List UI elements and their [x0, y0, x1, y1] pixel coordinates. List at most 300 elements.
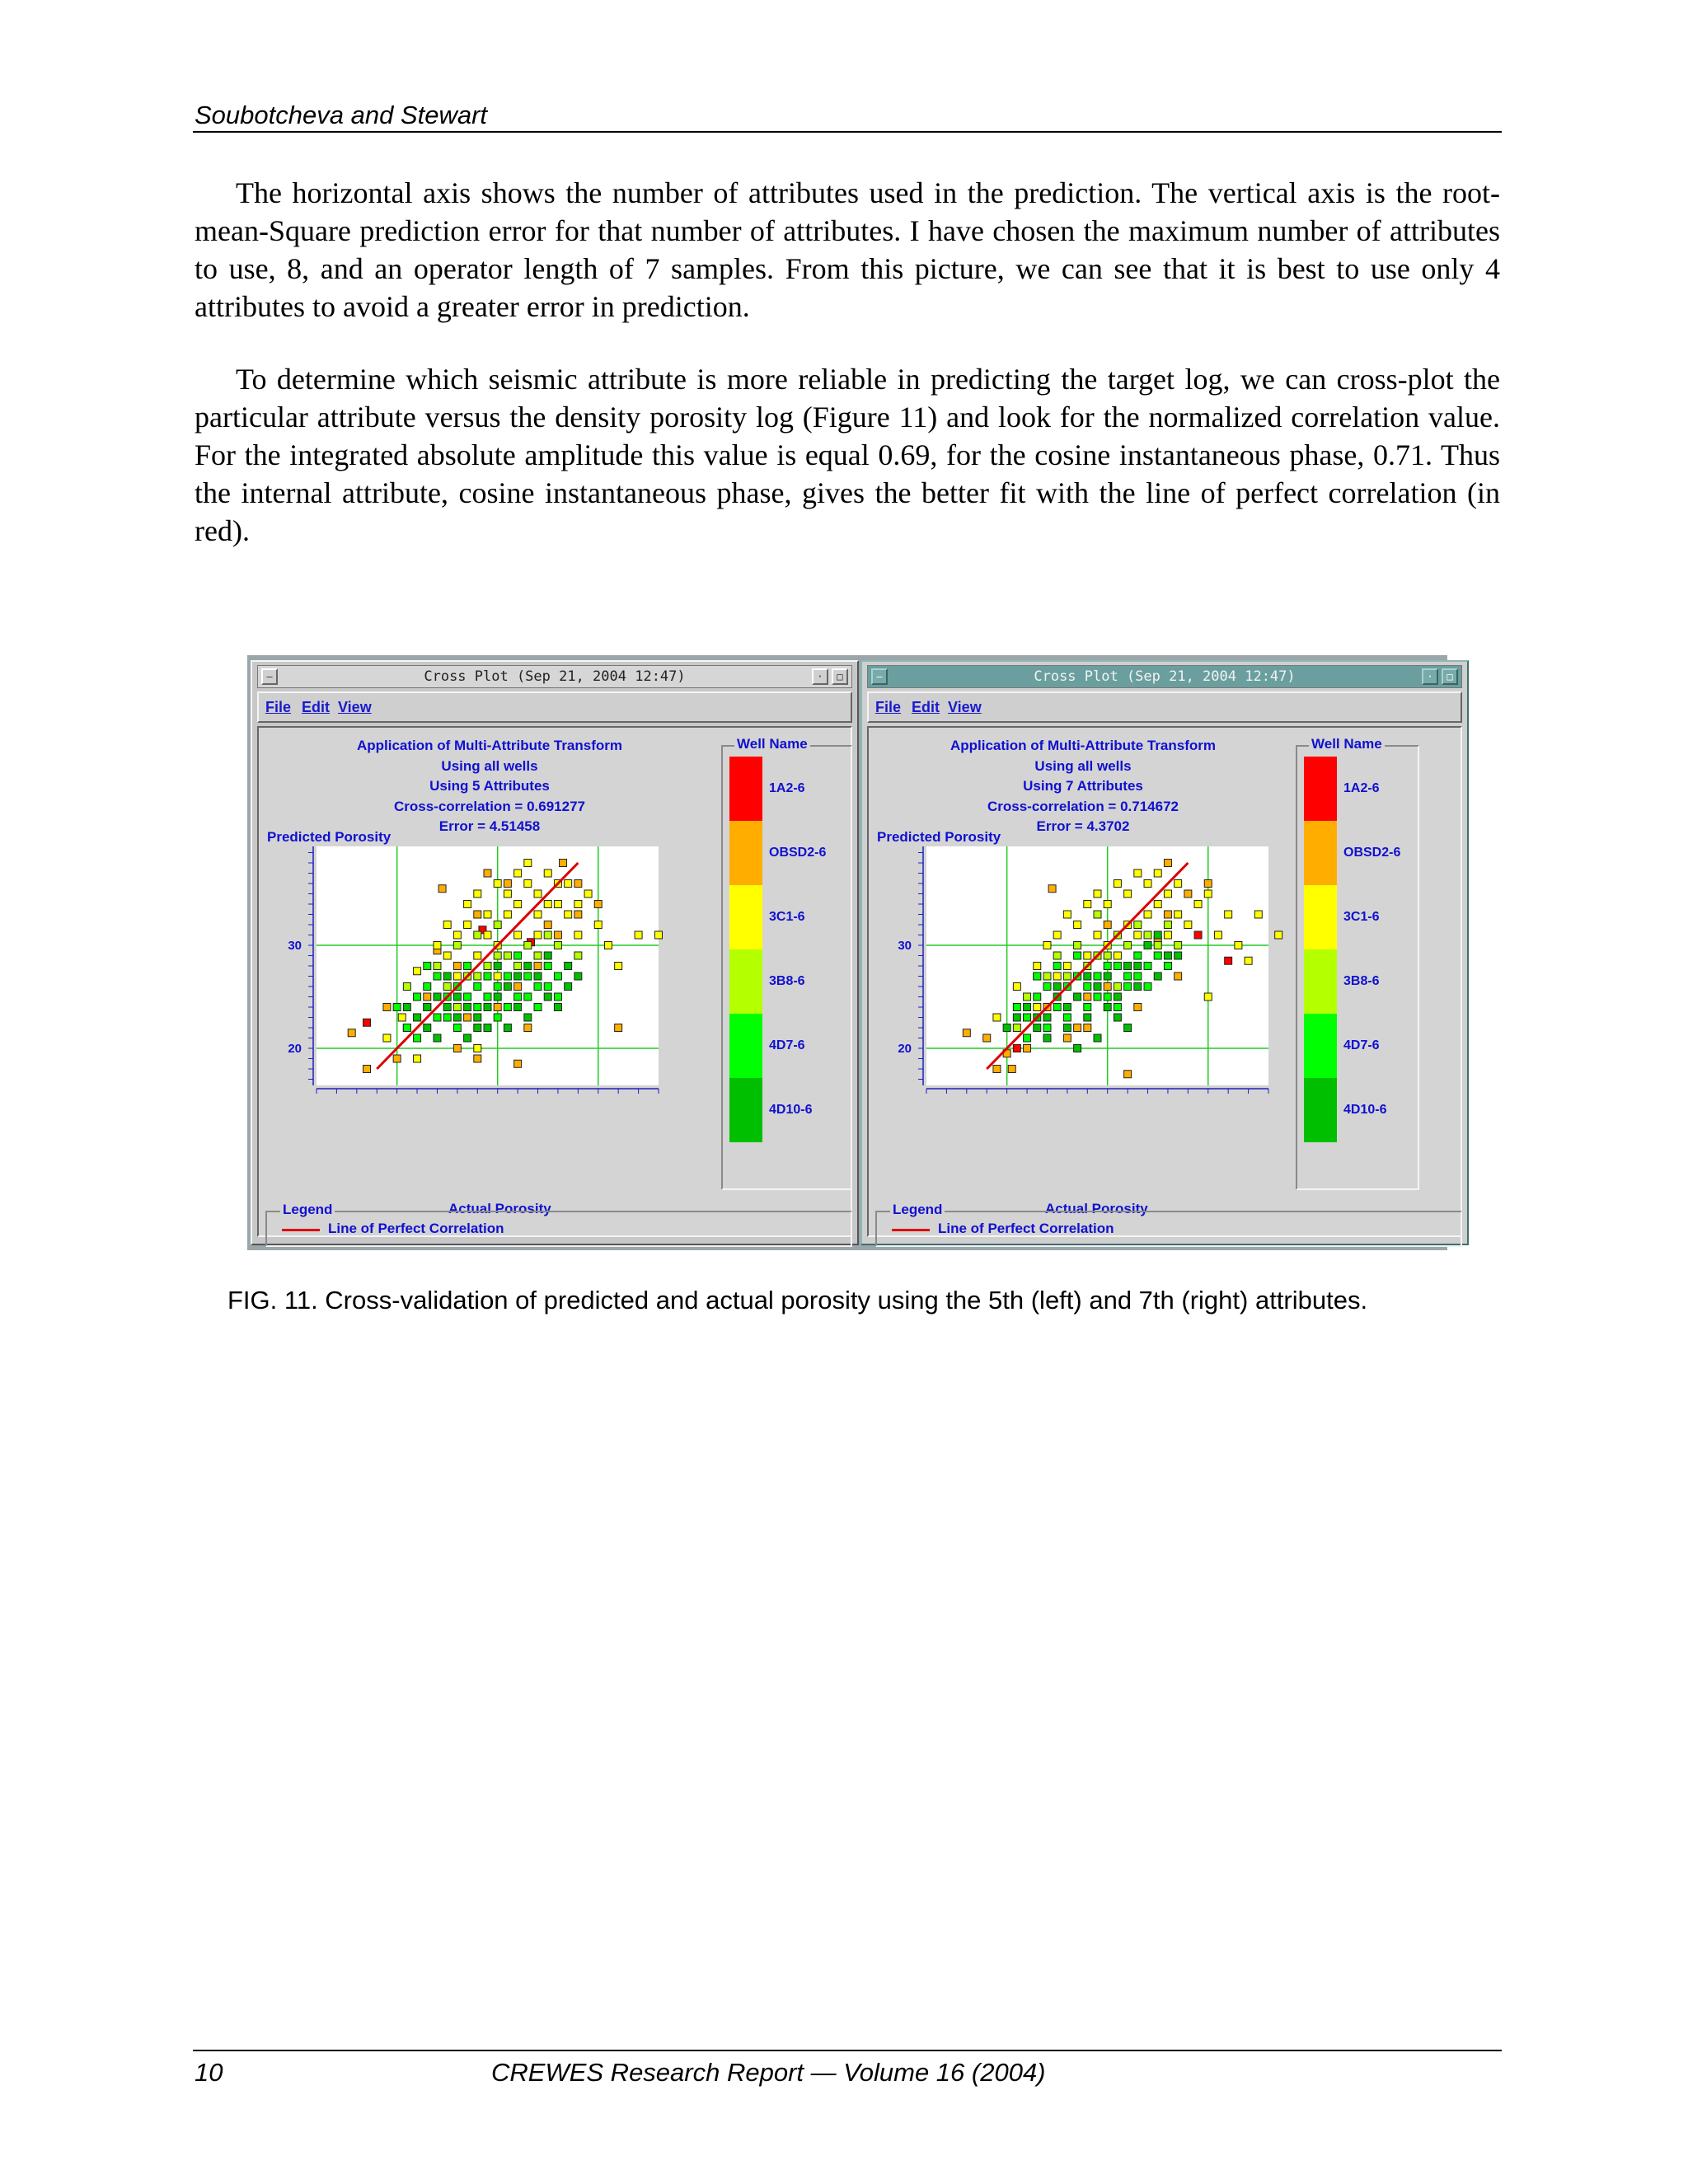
menu-bar — [867, 691, 1462, 723]
data-point — [554, 942, 561, 949]
data-point — [1084, 993, 1091, 1001]
data-point — [514, 983, 522, 991]
data-point — [554, 1004, 561, 1011]
data-point — [494, 993, 501, 1001]
menu-view[interactable] — [338, 699, 372, 716]
data-point — [474, 931, 481, 939]
data-point — [1043, 1024, 1051, 1032]
data-point — [464, 1004, 471, 1011]
data-point — [1043, 942, 1051, 949]
data-point — [474, 983, 481, 991]
data-point — [584, 890, 592, 898]
data-point — [434, 1034, 441, 1042]
data-point — [1013, 1024, 1020, 1032]
data-point — [453, 1045, 461, 1052]
data-point — [1144, 931, 1151, 939]
data-point — [604, 942, 612, 949]
data-point — [1094, 972, 1101, 980]
figure-caption: FIG. 11. Cross-validation of predicted and actual porosity using the 5th (left) and 7th (right) attributes. — [227, 1286, 1368, 1315]
data-point — [655, 931, 663, 939]
well-label: 1A2-6 — [769, 781, 805, 795]
data-point — [453, 1004, 461, 1011]
header-rule — [193, 131, 1502, 133]
data-point — [1144, 942, 1151, 949]
data-point — [1084, 1024, 1091, 1032]
cross-plot-window-left — [251, 660, 859, 1245]
legend-title: Legend — [890, 1202, 945, 1218]
data-point — [464, 1014, 471, 1021]
data-point — [1154, 952, 1161, 959]
well-swatch — [729, 885, 762, 949]
data-point — [1134, 921, 1142, 929]
menu-file[interactable] — [875, 699, 901, 716]
data-point — [1134, 869, 1142, 877]
data-point — [1254, 911, 1262, 918]
data-point — [1144, 911, 1151, 918]
data-point — [1063, 1034, 1071, 1042]
well-panel-title: Well Name — [734, 736, 810, 752]
window-titlebar[interactable] — [867, 665, 1462, 688]
well-swatch — [729, 757, 762, 821]
data-point — [494, 972, 501, 980]
well-label: 4D10-6 — [1343, 1103, 1387, 1117]
data-point — [504, 1024, 511, 1032]
plot-title-block — [935, 736, 1231, 837]
data-point — [1063, 911, 1071, 918]
data-point — [1084, 952, 1091, 959]
plot-content — [257, 726, 852, 1237]
cross-plot-window-right — [860, 660, 1469, 1245]
data-point — [1034, 993, 1041, 1001]
data-point — [514, 1060, 522, 1067]
data-point — [393, 1055, 401, 1062]
data-point — [554, 931, 561, 939]
data-point — [1008, 1066, 1015, 1073]
data-point — [1114, 1014, 1121, 1021]
data-point — [544, 869, 551, 877]
data-point — [1063, 1014, 1071, 1021]
data-point — [1114, 880, 1121, 888]
data-point — [1053, 963, 1061, 970]
data-point — [1094, 983, 1101, 991]
cross-correlation-value: Cross-correlation = 0.714672 — [987, 798, 1179, 814]
data-point — [363, 1019, 371, 1026]
well-swatch — [1304, 821, 1337, 885]
data-point — [504, 1004, 511, 1011]
plot-title-line: Application of Multi-Attribute Transform — [356, 738, 623, 753]
data-point — [1104, 901, 1111, 908]
data-point — [1194, 931, 1202, 939]
window-menu-icon[interactable]: — — [871, 668, 888, 685]
data-point — [1204, 890, 1212, 898]
data-point — [443, 972, 451, 980]
data-point — [560, 860, 567, 867]
data-point — [403, 1004, 410, 1011]
data-point — [1204, 993, 1212, 1001]
data-point — [524, 860, 532, 867]
data-point — [574, 931, 582, 939]
data-point — [424, 963, 431, 970]
data-point — [534, 963, 542, 970]
data-point — [398, 1014, 406, 1021]
data-point — [1063, 1024, 1071, 1032]
legend-line-swatch — [282, 1229, 320, 1231]
menu-file[interactable] — [265, 699, 291, 716]
data-point — [1134, 1004, 1142, 1011]
data-point — [1053, 983, 1061, 991]
data-point — [1154, 869, 1161, 877]
data-point — [565, 911, 572, 918]
data-point — [484, 993, 491, 1001]
data-point — [544, 993, 551, 1001]
well-label: OBSD2-6 — [769, 846, 827, 860]
data-point — [474, 952, 481, 959]
data-point — [1114, 952, 1121, 959]
data-point — [504, 890, 511, 898]
data-point — [453, 942, 461, 949]
y-tick-label: 30 — [288, 939, 302, 953]
data-point — [1024, 1034, 1031, 1042]
data-point — [1164, 963, 1171, 970]
data-point — [1043, 972, 1051, 980]
data-point — [1074, 921, 1081, 929]
data-point — [474, 890, 481, 898]
data-point — [504, 911, 511, 918]
data-point — [434, 993, 441, 1001]
data-point — [1124, 963, 1132, 970]
data-point — [1144, 983, 1151, 991]
data-point — [494, 1014, 501, 1021]
data-point — [504, 972, 511, 980]
cross-correlation-value: Cross-correlation = 0.691277 — [394, 798, 585, 814]
legend-entry: Line of Perfect Correlation — [938, 1221, 1114, 1236]
window-title: Cross Plot (Sep 21, 2004 12:47) — [424, 668, 686, 685]
error-value: Error = 4.3702 — [1036, 818, 1130, 834]
data-point — [1114, 1004, 1121, 1011]
menu-view-label: View — [338, 699, 372, 715]
menu-file-label: File — [265, 699, 292, 715]
data-point — [1225, 911, 1232, 918]
data-point — [484, 931, 491, 939]
x-axis-label: Actual Porosity — [448, 1201, 551, 1216]
data-point — [1024, 1004, 1031, 1011]
data-point — [474, 1024, 481, 1032]
menu-view[interactable] — [948, 699, 982, 716]
data-point — [524, 1024, 532, 1032]
plot-title-line: Application of Multi-Attribute Transform — [950, 738, 1217, 753]
window-titlebar[interactable] — [257, 665, 852, 688]
data-point — [524, 993, 532, 1001]
data-point — [1024, 1014, 1031, 1021]
plot-title-line: Using 5 Attributes — [429, 778, 550, 794]
data-point — [1164, 890, 1171, 898]
data-point — [434, 942, 441, 949]
well-swatch — [729, 1014, 762, 1078]
well-label: 4D7-6 — [769, 1038, 805, 1052]
data-point — [1034, 963, 1041, 970]
footer-rule — [193, 2050, 1502, 2051]
data-point — [1144, 963, 1151, 970]
well-swatch — [1304, 757, 1337, 821]
data-point — [1175, 911, 1182, 918]
well-label: 3C1-6 — [769, 910, 805, 924]
data-point — [524, 1014, 532, 1021]
data-point — [1084, 983, 1091, 991]
data-point — [1003, 1024, 1010, 1032]
data-point — [1034, 972, 1041, 980]
data-point — [993, 1066, 1001, 1073]
running-header-author: Soubotcheva and Stewart — [195, 101, 488, 129]
data-point — [1275, 931, 1282, 939]
data-point — [1124, 1071, 1132, 1078]
data-point — [1164, 860, 1171, 867]
data-point — [1013, 1004, 1020, 1011]
data-point — [554, 972, 561, 980]
data-point — [484, 1004, 491, 1011]
data-point — [464, 921, 471, 929]
data-point — [544, 983, 551, 991]
data-point — [1204, 880, 1212, 888]
data-point — [1043, 983, 1051, 991]
data-point — [1094, 1034, 1101, 1042]
menu-edit-label: Edit — [302, 699, 330, 715]
legend-title: Legend — [280, 1202, 335, 1218]
data-point — [443, 1014, 451, 1021]
data-point — [1124, 972, 1132, 980]
data-point — [443, 952, 451, 959]
well-swatch — [1304, 1014, 1337, 1078]
data-point — [524, 880, 532, 888]
data-point — [1154, 942, 1161, 949]
data-point — [1063, 963, 1071, 970]
data-point — [544, 963, 551, 970]
data-point — [1124, 1024, 1132, 1032]
maximize-icon[interactable]: □ — [1442, 668, 1458, 685]
data-point — [1164, 931, 1171, 939]
data-point — [414, 993, 421, 1001]
well-swatch — [1304, 1078, 1337, 1142]
plot-title-line: Using 7 Attributes — [1023, 778, 1143, 794]
data-point — [1084, 972, 1091, 980]
data-point — [1184, 921, 1192, 929]
data-point — [504, 880, 511, 888]
well-label: 4D7-6 — [1343, 1038, 1380, 1052]
menu-edit[interactable] — [912, 699, 940, 716]
data-point — [414, 1034, 421, 1042]
data-point — [1048, 885, 1056, 893]
data-point — [1164, 921, 1171, 929]
data-point — [534, 890, 542, 898]
data-point — [484, 869, 491, 877]
data-point — [554, 993, 561, 1001]
data-point — [464, 993, 471, 1001]
legend-line-swatch — [892, 1229, 930, 1231]
data-point — [484, 1024, 491, 1032]
data-point — [635, 931, 642, 939]
data-point — [1144, 880, 1151, 888]
data-point — [1053, 972, 1061, 980]
data-point — [424, 1024, 431, 1032]
data-point — [1043, 1014, 1051, 1021]
data-point — [1214, 931, 1221, 939]
data-point — [534, 911, 542, 918]
data-point — [1043, 1034, 1051, 1042]
window-title: Cross Plot (Sep 21, 2004 12:47) — [1034, 668, 1296, 685]
data-point — [574, 880, 582, 888]
data-point — [1164, 952, 1171, 959]
data-point — [1053, 952, 1061, 959]
data-point — [424, 993, 431, 1001]
scatter-plot — [267, 846, 716, 1127]
data-point — [1175, 952, 1182, 959]
data-point — [1094, 911, 1101, 918]
data-point — [1084, 1014, 1091, 1021]
y-axis-label: Predicted Porosity — [267, 829, 392, 845]
data-point — [1134, 983, 1142, 991]
data-point — [514, 963, 522, 970]
data-point — [1245, 957, 1252, 964]
data-point — [1094, 931, 1101, 939]
data-point — [1094, 993, 1101, 1001]
maximize-icon[interactable]: □ — [832, 668, 848, 685]
data-point — [1124, 983, 1132, 991]
data-point — [1164, 911, 1171, 918]
figure-11 — [247, 655, 1453, 1250]
data-point — [615, 963, 622, 970]
data-point — [1024, 993, 1031, 1001]
data-point — [1074, 993, 1081, 1001]
data-point — [1194, 901, 1202, 908]
data-point — [1013, 1014, 1020, 1021]
data-point — [963, 1029, 970, 1037]
data-point — [414, 1014, 421, 1021]
data-point — [453, 1024, 461, 1032]
well-name-panel — [721, 736, 852, 1190]
data-point — [1104, 921, 1111, 929]
data-point — [534, 931, 542, 939]
minimize-icon[interactable]: · — [812, 668, 828, 685]
x-axis-label: Actual Porosity — [1045, 1201, 1148, 1216]
data-point — [474, 972, 481, 980]
data-point — [1175, 942, 1182, 949]
y-tick-label: 20 — [898, 1042, 912, 1056]
window-menu-icon[interactable]: — — [261, 668, 278, 685]
data-point — [1175, 972, 1182, 980]
data-point — [514, 972, 522, 980]
data-point — [1034, 1024, 1041, 1032]
data-point — [1074, 1045, 1081, 1052]
data-point — [524, 942, 532, 949]
data-point — [414, 1055, 421, 1062]
data-point — [434, 972, 441, 980]
data-point — [993, 1014, 1001, 1021]
data-point — [494, 1004, 501, 1011]
menu-file-label: File — [875, 699, 902, 715]
data-point — [534, 952, 542, 959]
data-point — [514, 869, 522, 877]
well-label: OBSD2-6 — [1343, 846, 1401, 860]
paragraph-2: To determine which seismic attribute is more reliable in predicting the target log, we can cross-plot the particular attribute versus the density porosity log (Figure 11) and look for the normalized correlation value. For the integrated absolute amplitude this value is equal 0.69, for the cosine instantaneous phase, 0.71. Thus the internal attribute, cosine instantaneous phase, gives the better fit with the line of perfect correlation (in red). — [195, 363, 1500, 547]
data-point — [574, 972, 582, 980]
well-swatch — [1304, 885, 1337, 949]
data-point — [574, 952, 582, 959]
data-point — [504, 952, 511, 959]
data-point — [514, 952, 522, 959]
data-point — [544, 921, 551, 929]
well-swatch — [1304, 949, 1337, 1014]
data-point — [1235, 942, 1242, 949]
menu-edit[interactable] — [302, 699, 330, 716]
y-tick-label: 30 — [898, 939, 912, 953]
well-swatch — [729, 1078, 762, 1142]
data-point — [474, 1045, 481, 1052]
data-point — [494, 921, 501, 929]
data-point — [1063, 1004, 1071, 1011]
paragraph-1: The horizontal axis shows the number of attributes used in the prediction. The vertical axis is the root-mean-Square prediction error for that number of attributes. I have chosen the maximum number of attributes to use, 8, and an operator length of 7 samples. From this picture, we can see that it is best to use only 4 attributes to avoid a greater error in prediction. — [195, 176, 1500, 323]
data-point — [544, 931, 551, 939]
data-point — [1124, 890, 1132, 898]
well-name-panel — [1296, 736, 1419, 1190]
well-label: 1A2-6 — [1343, 781, 1380, 795]
data-point — [594, 901, 602, 908]
scatter-plot — [877, 846, 1326, 1127]
data-point — [1154, 901, 1161, 908]
menu-bar — [257, 691, 852, 723]
well-label: 3C1-6 — [1343, 910, 1380, 924]
minimize-icon[interactable]: · — [1422, 668, 1438, 685]
data-point — [1024, 1045, 1031, 1052]
data-point — [574, 901, 582, 908]
data-point — [1084, 901, 1091, 908]
data-point — [1134, 972, 1142, 980]
menu-edit-label: Edit — [912, 699, 940, 715]
data-point — [1154, 931, 1161, 939]
data-point — [1053, 1004, 1061, 1011]
well-swatch — [729, 821, 762, 885]
data-point — [474, 1004, 481, 1011]
data-point — [453, 972, 461, 980]
data-point — [484, 911, 491, 918]
data-point — [438, 885, 446, 893]
data-point — [1074, 952, 1081, 959]
data-point — [1225, 957, 1232, 964]
plot-area — [926, 846, 1268, 1085]
well-label: 3B8-6 — [1343, 974, 1380, 988]
data-point — [494, 880, 501, 888]
data-point — [424, 983, 431, 991]
data-point — [1094, 890, 1101, 898]
data-point — [453, 993, 461, 1001]
data-point — [1104, 972, 1111, 980]
data-point — [1063, 972, 1071, 980]
data-point — [544, 901, 551, 908]
data-point — [474, 911, 481, 918]
data-point — [484, 963, 491, 970]
data-point — [1184, 890, 1192, 898]
well-label: 3B8-6 — [769, 974, 805, 988]
page-number: 10 — [195, 2058, 223, 2087]
data-point — [348, 1029, 355, 1037]
data-point — [1134, 931, 1142, 939]
legend-entry: Line of Perfect Correlation — [328, 1221, 504, 1236]
data-point — [1013, 983, 1020, 991]
data-point — [1053, 931, 1061, 939]
data-point — [453, 1014, 461, 1021]
data-point — [534, 972, 542, 980]
data-point — [383, 1034, 391, 1042]
data-point — [554, 901, 561, 908]
data-point — [443, 983, 451, 991]
